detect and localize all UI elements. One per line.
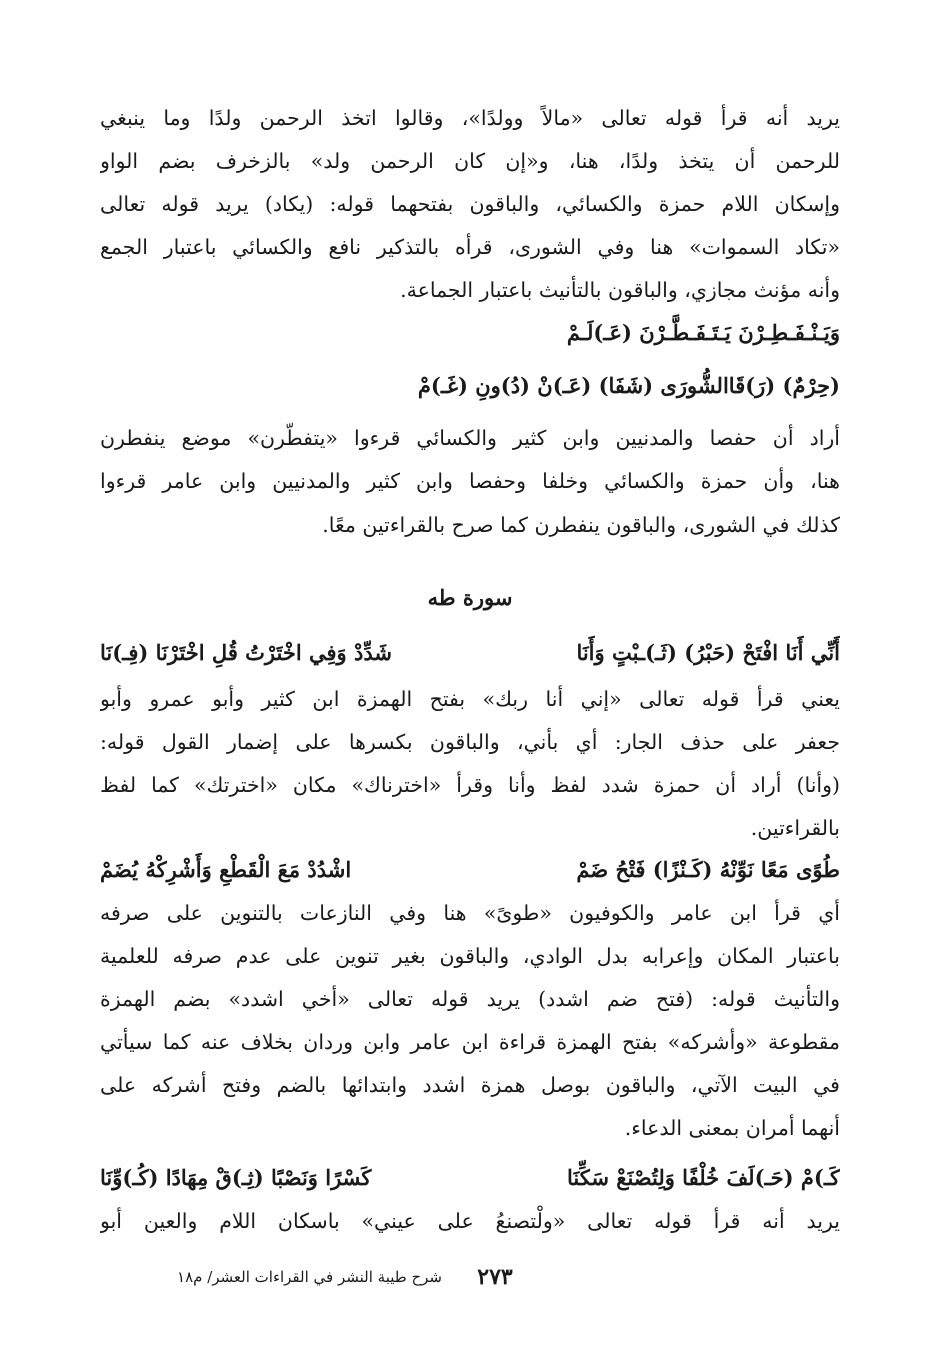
page-number: ٢٧٣ — [477, 1264, 513, 1290]
text-line-6: أراد أن حفصا والمدنيين وابن كثير والكسائي قرءوا «يتفطّرن» موضع ينفطرن — [100, 426, 840, 450]
verse-hemistich: شَدِّدْ وَفِي اخْتَرْتُ قُلِ اخْتَرْنَا (فِـ)نَا — [100, 640, 392, 665]
text-line-15: والتأنيث قوله: (فتح ضم اشدد) يريد قوله تعالى «أخي اشدد» بضم الهمزة — [100, 987, 840, 1011]
text-line-8: كذلك في الشورى، والباقون ينفطرن كما صرح بالقراءتين معًا. — [322, 513, 840, 537]
verse-1-first-hemistich — [100, 313, 840, 353]
text-line-5: وأنه مؤنث مجازي، والباقون بالتأنيث باعتبار الجماعة. — [400, 278, 840, 302]
verse-hemistich: اشْدُدْ مَعَ الْقَطْعِ وَأَشْرِكْهُ يُضَمْ — [100, 857, 352, 882]
verse-hemistich: كَـ)مْ (حَـ)لَفَ خُلْفًا وَلِتُصْنَعْ سَكِّنَا — [567, 1165, 840, 1190]
verse-4 — [100, 1158, 840, 1198]
text-line-18: أنهما أمران بمعنى الدعاء. — [624, 1116, 840, 1140]
verse-hemistich: كَسْرًا وَنَصْبًا (ثِـ)قْ مِهَادًا (كُـ)وِّنَا — [100, 1165, 372, 1190]
verse-3 — [100, 850, 840, 890]
text-line-4: «تكاد السموات» هنا وفي الشورى، قرأه بالتذكير نافع والكسائي باعتبار الجمع — [100, 235, 840, 259]
surah-heading: سورة طه — [427, 585, 513, 610]
verse-hemistich: أَنِّي أَنَا افْتَحْ (حَبْرُ) (ثَـ)ـبْتٍ وَأَنَا — [576, 640, 840, 665]
text-line-12: بالقراءتين. — [750, 816, 840, 840]
book-title: شرح طيبة النشر في القراءات العشر/ م١٨ — [177, 1268, 442, 1286]
verse-2 — [100, 633, 840, 673]
text-line-17: في البيت الآتي، والباقون بوصل همزة اشدد وابتدائها بالضم وفتح أشركه على — [100, 1073, 840, 1097]
text-line-13: أي قرأ ابن عامر والكوفيون «طوىً» هنا وفي النازعات بالتنوين على صرفه — [100, 901, 840, 925]
text-line-1: يريد أنه قرأ قوله تعالى «مالاً وولدًا»، وقالوا اتخذ الرحمن ولدًا وما ينبغي — [100, 106, 840, 130]
text-line-19: يريد أنه قرأ قوله تعالى «ولْتصنعُ على عيني» باسكان اللام والعين أبو — [100, 1209, 840, 1233]
text-line-9: يعني قرأ قوله تعالى «إني أنا ربك» بفتح الهمزة ابن كثير وأبو عمرو وأبو — [100, 687, 840, 711]
verse-hemistich: طُوًى مَعًا نَوِّنْهُ (كَـنْزًا) فَتْحُ ضَمْ — [576, 857, 840, 882]
text-line-10: جعفر على حذف الجار: أي بأني، والباقون بكسرها على إضمار القول قوله: — [100, 730, 840, 754]
verse-hemistich: (حِرْمٌ) (رَ)قَاالشُّورَى (شَفَا) (عَـ)نْ (دُ)ونِ (غَـ)مْ — [417, 373, 840, 398]
text-line-14: باعتبار المكان وإعرابه بدل الوادي، والباقون بغير تنوين على عدم صرفه للعلمية — [100, 944, 840, 968]
verse-hemistich: وَيَـنْـفَـطِـرْنَ يَـتَـفَـطَّـرْنَ (عَـ)لَـمْ — [566, 320, 840, 345]
text-line-2: للرحمن أن يتخذ ولدًا، هنا، و«إن كان الرحمن ولد» بالزخرف بضم الواو — [100, 149, 840, 173]
text-line-16: مقطوعة «وأشركه» بفتح الهمزة قراءة ابن عامر وابن وردان بخلاف عنه كما سيأتي — [100, 1030, 840, 1054]
page-footer — [100, 1262, 840, 1292]
text-line-3: وإسكان اللام حمزة والكسائي، والباقون بفتحهما قوله: (يكاد) يريد قوله تعالى — [100, 192, 840, 216]
text-line-7: هنا، وأن حمزة والكسائي وخلفا وحفصا وابن كثير والمدنيين وابن عامر قرءوا — [100, 469, 840, 493]
text-line-11: (وأنا) أراد أن حمزة شدد لفظ وأنا وقرأ «اخترناك» مكان «اخترتك» كما لفظ — [100, 773, 840, 797]
verse-1-second-hemistich — [100, 366, 840, 406]
